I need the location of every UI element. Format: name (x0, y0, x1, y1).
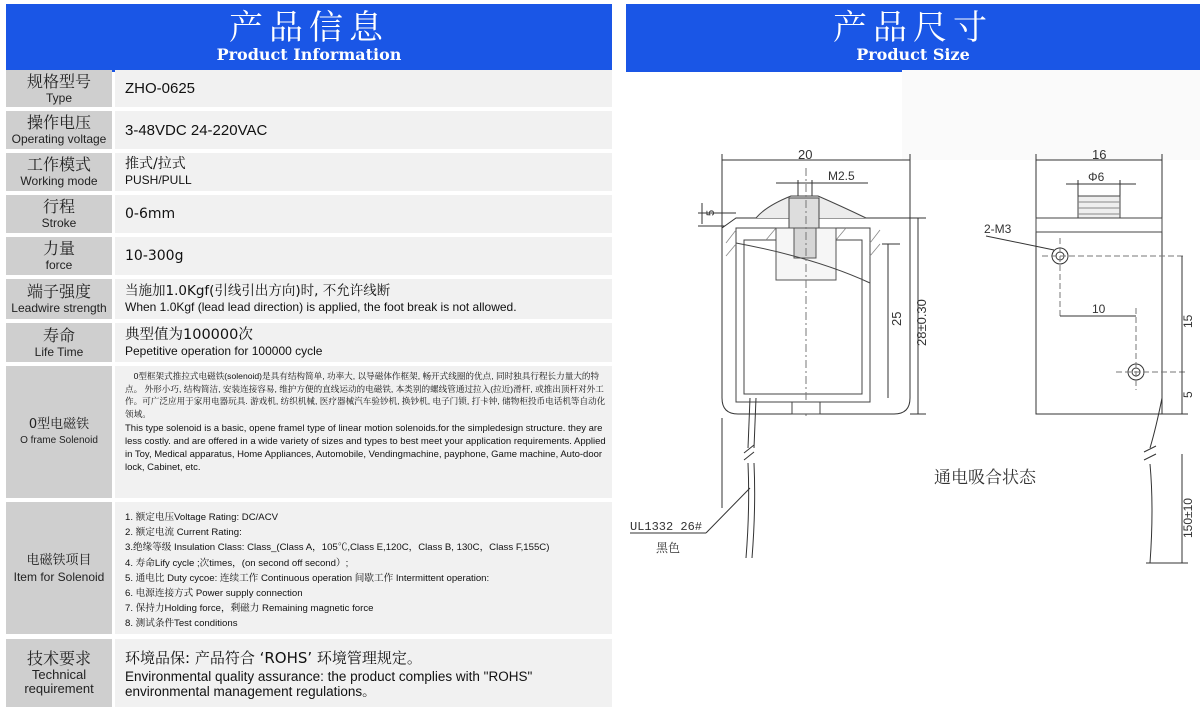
spec-row-life-time (6, 323, 612, 362)
row-value (115, 195, 612, 233)
dim-side-width: 16 (1092, 147, 1107, 162)
banner-title-en: Product Size (856, 45, 970, 64)
spec-row-type (6, 70, 612, 107)
item-line: 4. 寿命Lify cycle ;次times，(on second off second）; (125, 557, 349, 569)
banner-title-zh: 产品信息 (229, 8, 389, 48)
banner-title-zh: 产品尺寸 (833, 8, 993, 48)
dimension-drawing (626, 68, 1200, 711)
dim-height-28: 28±0.30 (914, 299, 929, 346)
front-view (630, 147, 929, 558)
product-information-banner (6, 4, 612, 72)
row-value (115, 111, 612, 149)
o-frame-desc-en: This type solenoid is a basic, opene framel type of linear motion solenoids.for the simpledesign structure. they are less costly. and are offered in a wide variety of sizes and types to best meet your application requirements. Applied in Toy, Medical apparatus, Home Appliances, Automobile, Vendingmachine, payphone, Game machine, Auto-door lock, Cabinet, etc. (125, 423, 606, 474)
row-value (115, 153, 612, 191)
dim-five-side: 5 (1181, 391, 1195, 398)
label-zh: 端子强度 (26, 282, 91, 301)
banner-title-en: Product Information (216, 45, 402, 64)
row-value (115, 237, 612, 275)
spec-row-stroke (6, 195, 612, 233)
label-zh: 工作模式 (26, 155, 91, 174)
force-value: 10-300g (125, 247, 184, 264)
spec-row-technical (6, 639, 612, 707)
item-line: 1. 额定电压Voltage Rating: DC/ACV (125, 512, 279, 523)
row-label (6, 195, 112, 233)
stroke-value: 0-6mm (125, 205, 176, 222)
item-line: 7. 保持力Holding force，剩磁力 Remaining magnetic force (125, 603, 374, 615)
label-zh: 力量 (42, 239, 75, 258)
working-mode-zh: 推式/拉式 (125, 156, 186, 172)
label-zh: 规格型号 (26, 71, 91, 91)
row-value (115, 70, 612, 107)
item-line: 6. 电源连接方式 Power supply connection (125, 588, 303, 600)
item-line: 2. 额定电流 Current Rating: (125, 527, 242, 539)
item-line: 3.绝缘等级 Insulation Class: Class_(Class A，105℃,Class E,120C，Class B, 130C，Class F,155C) (125, 542, 550, 554)
voltage-value: 3-48VDC 24-220VAC (125, 121, 268, 139)
dim-thread: M2.5 (828, 169, 855, 183)
leadwire-zh: 当施加1.0Kgf(引线引出方向)时, 不允许线断 (125, 283, 391, 299)
dim-width-front: 20 (798, 147, 813, 162)
row-label (6, 502, 112, 634)
label-en: Item for Solenoid (13, 570, 105, 584)
dim-ten: 10 (1092, 302, 1106, 316)
product-size-panel (626, 0, 1200, 711)
label-en: Leadwire strength (11, 301, 107, 315)
row-label (6, 111, 112, 149)
label-zh: 操作电压 (26, 113, 91, 132)
label-zh: 行程 (42, 197, 75, 216)
item-line: 8. 测试条件Test conditions (125, 618, 238, 630)
label-en: Life Time (34, 344, 84, 359)
row-label (6, 70, 112, 107)
label-en: force (45, 258, 73, 272)
life-time-zh: 典型值为100000次 (125, 326, 253, 343)
label-en: Stroke (41, 216, 77, 230)
dim-phi6: Φ6 (1088, 170, 1105, 184)
row-value (115, 639, 612, 707)
row-label (6, 279, 112, 319)
row-label (6, 639, 112, 707)
working-mode-en: PUSH/PULL (125, 173, 192, 187)
leadwire-en: When 1.0Kgf (lead lead direction) is applied, the foot break is not allowed. (125, 300, 517, 314)
label-zh: 技术要求 (26, 649, 91, 668)
label-en: Technical requirement (24, 667, 94, 696)
row-value (115, 502, 612, 634)
row-value (115, 279, 612, 319)
label-en: Type (45, 90, 72, 105)
row-value (115, 323, 612, 362)
spec-row-items (6, 502, 612, 634)
type-value: ZHO-0625 (125, 80, 196, 97)
spec-row-o-frame (6, 366, 612, 498)
wire-label: UL1332 26# (630, 520, 703, 534)
life-time-en: Pepetitive operation for 100000 cycle (125, 343, 323, 358)
o-frame-desc-zh: 0型框架式推拉式电磁铁(solenoid)是具有结构简单, 功率大, 以导磁体作框架, 畅开式线圈的优点, 同时独具行程长力量大的特点。 外形小巧, 结构简洁, 安装连接容易, 维护方便的直线运动的电磁铁, 本类别的螺线管通过拉入(拉近)滑杆, 或推出顶杆对外工作。可广泛应用于家用电器玩具. 游戏机, 纺织机械, 医疗器械汽车验钞机, 换钞机, 电子门锁, 打卡钟, 储物柜投币电话机等自动化领域。 (125, 371, 606, 419)
wire-color: 黑色 (656, 541, 681, 555)
label-zh: 寿命 (42, 325, 75, 345)
item-line: 5. 通电比 Duty cycoe: 连续工作 Continuous operation 间歇工作 Intermittent operation: (125, 572, 490, 584)
label-zh: 0型电磁铁 (28, 417, 90, 432)
spec-row-voltage (6, 111, 612, 149)
dim-lead-length: 150±10 (1181, 498, 1195, 538)
product-size-banner (626, 4, 1200, 72)
label-en: O frame Solenoid (20, 435, 98, 446)
row-label (6, 153, 112, 191)
label-zh: 电磁铁项目 (26, 553, 92, 568)
dim-height-25: 25 (889, 311, 904, 326)
side-view (984, 147, 1195, 563)
label-en: Working mode (20, 174, 98, 188)
row-label (6, 323, 112, 362)
row-label (6, 366, 112, 498)
spec-row-force (6, 237, 612, 275)
technical-zh: 环境品保: 产品符合 ‘ROHS’ 环境管理规定。 (125, 649, 422, 667)
energized-state-label: 通电吸合状态 (934, 468, 1036, 488)
technical-en: Environmental quality assurance: the product complies with "ROHS" environmental management regulations。 (125, 669, 533, 699)
label-en: Operating voltage (11, 132, 107, 146)
dim-fifteen: 15 (1181, 314, 1195, 328)
spec-row-working-mode (6, 153, 612, 191)
dim-holes: 2-M3 (984, 222, 1012, 236)
dim-five-top: 5 (705, 209, 717, 216)
spec-row-leadwire (6, 279, 612, 319)
row-label (6, 237, 112, 275)
row-value (115, 366, 612, 498)
